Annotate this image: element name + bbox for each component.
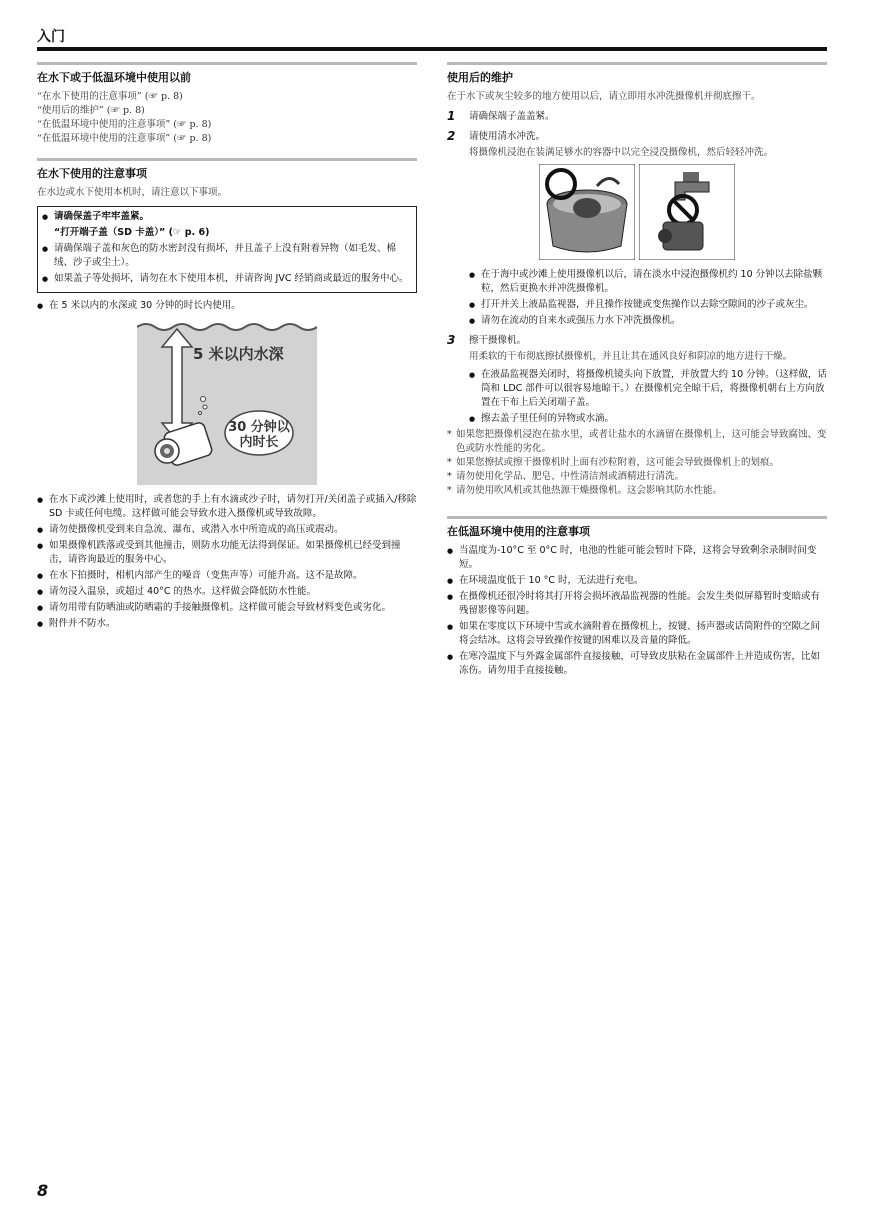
page-header: 入门 [37, 29, 65, 45]
footnote: * 如果您擦拭或擦干摄像机时上面有沙粒附着，这可能会导致摄像机上的划痕。 [447, 456, 827, 470]
list-item: ● 请勿在流动的自来水或强压力水下冲洗摄像机。 [469, 314, 827, 328]
section-title-low-temperature: 在低温环境中使用的注意事项 [447, 525, 590, 538]
list-item: ● 在寒冷温度下与外露金属部件直接接触，可导致皮肤粘在金属部件上并造成伤害，比如冻伤。请勿用手直接接触。 [447, 650, 827, 678]
list-item: ● 请勿用带有防晒油或防晒霜的手接触摄像机。这样做可能会导致材料变色或劣化。 [37, 601, 417, 615]
warning-box [37, 206, 417, 293]
footnote: * 请勿使用化学品、肥皂、中性清洁剂或酒精进行清洗。 [447, 470, 827, 484]
footnote: * 如果您把摄像机浸泡在盐水里，或者让盐水的水滴留在摄像机上，这可能会导致腐蚀、变色或防水性能的劣化。 [447, 428, 827, 456]
list-item: ● 当温度为-10°C 至 0°C 时，电池的性能可能会暂时下降，这将会导致剩余录制时间变短。 [447, 544, 827, 572]
warning-reference-link[interactable]: “打开端子盖（SD 卡盖）” (☞ p. 6) [54, 227, 210, 238]
list-item: ● 请勿使摄像机受到来自急流、瀑布、或潜入水中所造成的高压或震动。 [37, 523, 417, 537]
list-item: ● 打开并关上液晶监视器，并且操作按键或变焦操作以去除空隙间的沙子或灰尘。 [469, 298, 827, 312]
section-title-underwater: 在水下使用的注意事项 [37, 167, 147, 180]
section-intro: 在水边或水下使用本机时，请注意以下事项。 [37, 187, 228, 198]
list-item: ● 在环境温度低于 10 °C 时，无法进行充电。 [447, 574, 827, 588]
reference-link[interactable]: “在低温环境中使用的注意事项” (☞ p. 8) [37, 119, 212, 130]
step-text: 请确保端子盖盖紧。 [469, 111, 555, 122]
step-number: 1 [447, 109, 456, 123]
rinse-photos [539, 164, 827, 260]
container-rinse-photo [539, 164, 635, 260]
depth-limit-item: ● 在 5 米以内的水深或 30 分钟的时长内使用。 [37, 299, 417, 313]
faucet-rinse-photo [639, 164, 735, 260]
list-item: ● 在水下或沙滩上使用时，或者您的手上有水滴或沙子时，请勿打开/关闭盖子或插入/移除 SD 卡或任何电缆。这样做可能会导致水进入摄像机或导致故障。 [37, 493, 417, 521]
section-divider [37, 62, 417, 65]
underwater-cautions-list [37, 493, 417, 631]
list-item: ● 附件并不防水。 [37, 617, 417, 631]
list-item: ● 请勿浸入温泉，或超过 40°C 的热水。这样做会降低防水性能。 [37, 585, 417, 599]
section-intro: 在于水下或灰尘较多的地方使用以后，请立即用水冲洗摄像机并彻底擦干。 [447, 91, 761, 102]
left-column [37, 62, 417, 633]
header-rule [37, 47, 827, 51]
section-title-maintenance: 使用后的维护 [447, 71, 513, 84]
step-number: 3 [447, 333, 456, 347]
step-description: 将摄像机浸泡在装满足够水的容器中以完全浸没摄像机，然后轻轻冲洗。 [469, 147, 774, 158]
depth-illustration [137, 319, 317, 485]
step-number: 2 [447, 129, 456, 143]
footnotes [447, 428, 827, 498]
reference-link[interactable]: “在水下使用的注意事项” (☞ p. 8) [37, 91, 183, 102]
step-3-notes [447, 368, 827, 426]
step-description: 用柔软的干布彻底擦拭摄像机，并且让其在通风良好和阴凉的地方进行干燥。 [469, 351, 793, 362]
time-label-line2: 内时长 [239, 435, 279, 450]
time-label-line1: 30 分钟以 [228, 420, 290, 435]
depth-label: 5 米以内水深 [193, 345, 284, 363]
step-text: 请使用清水冲洗。 [469, 131, 546, 142]
warning-item: ● 请确保端子盖和灰色的防水密封没有损坏，并且盖子上没有附着异物（如毛发、棉绒、沙子或尘土）。 [42, 242, 412, 270]
list-item: ● 在水下拍摄时，相机内部产生的噪音（变焦声等）可能升高。这不是故障。 [37, 569, 417, 583]
step-2 [447, 130, 827, 144]
low-temp-list [447, 544, 827, 678]
step-3 [447, 334, 827, 348]
page-number: 8 [37, 1181, 49, 1200]
section-title-before-use: 在水下或于低温环境中使用以前 [37, 71, 191, 84]
list-item: ● 擦去盖子里任何的异物或水滴。 [469, 412, 827, 426]
warning-item: ● 如果盖子等处损坏，请勿在水下使用本机，并请咨询 JVC 经销商或最近的服务中心。 [42, 272, 412, 286]
step-text: 擦干摄像机。 [469, 335, 527, 346]
reference-list [37, 90, 417, 146]
underwater-camera-illustration [137, 319, 317, 485]
list-item: ● 在于海中或沙滩上使用摄像机以后，请在淡水中浸泡摄像机约 10 分钟以去除盐颗粒，然后更换水并冲洗摄像机。 [469, 268, 827, 296]
list-item: ● 在液晶监视器关闭时，将摄像机镜头向下放置，并放置大约 10 分钟。（这样做，话筒和 LDC 部件可以很容易地晾干。）在摄像机完全晾干后，将摄像机朝右上方向放置在干布上后关闭端子盖。 [469, 368, 827, 410]
reference-link[interactable]: “使用后的维护” (☞ p. 8) [37, 105, 145, 116]
list-item: ● 在摄像机还很冷时将其打开将会损坏液晶监视器的性能。会发生类似屏幕暂时变暗或有残留影像等问题。 [447, 590, 827, 618]
section-divider [447, 516, 827, 519]
footnote: * 请勿使用吹风机或其他热源干燥摄像机。这会影响其防水性能。 [447, 484, 827, 498]
list-item: ● 如果在零度以下环境中雪或水滴附着在摄像机上，按键、扬声器或话筒附件的空隙之间将会结冰。这将会导致操作按键的困难以及音量的降低。 [447, 620, 827, 648]
list-item: ● 如果摄像机跌落或受到其他撞击，则防水功能无法得到保证。如果摄像机已经受到撞击，请咨询最近的服务中心。 [37, 539, 417, 567]
reference-link[interactable]: “在低温环境中使用的注意事项” (☞ p. 8) [37, 133, 212, 144]
warning-item: ● 请确保盖子牢牢盖紧。 [42, 210, 412, 224]
step-2-notes [447, 268, 827, 328]
section-divider [447, 62, 827, 65]
section-divider [37, 158, 417, 161]
right-column [447, 62, 827, 680]
step-1 [447, 110, 827, 124]
